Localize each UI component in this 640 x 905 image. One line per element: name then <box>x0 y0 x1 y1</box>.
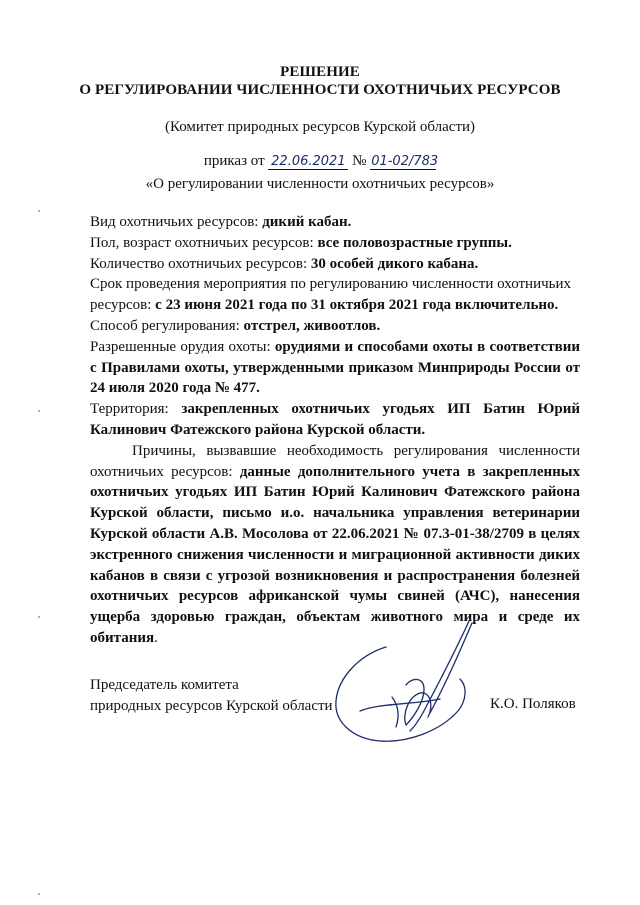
quantity-label: Количество охотничьих ресурсов: <box>90 255 311 272</box>
order-date-handwritten: 22.06.2021 <box>268 155 348 170</box>
order-line <box>0 153 640 170</box>
territory-value: закрепленных охотничьих угодьях ИП Батин Юрий Калинович Фатежского района Курской области. <box>90 401 580 438</box>
order-title: «О регулировании численности охотничьих ресурсов» <box>145 176 495 192</box>
decision-body <box>90 212 580 649</box>
sex-age-paragraph <box>90 233 580 254</box>
handwritten-signature <box>320 615 490 755</box>
document-title-line1: РЕШЕНИЕ <box>280 64 360 80</box>
sex-age-label: Пол, возраст охотничьих ресурсов: <box>90 234 318 251</box>
species-value: дикий кабан. <box>262 214 352 230</box>
tools-label: Разрешенные орудия охоты: <box>90 338 275 355</box>
method-value: отстрел, живоотлов. <box>243 317 381 334</box>
period-paragraph <box>90 274 580 316</box>
reasons-label: Причины, вызвавшие необходимость регулирования численности охотничьих ресурсов: <box>90 442 580 480</box>
reasons-end: . <box>154 629 158 646</box>
margin-mark <box>38 410 40 412</box>
order-number-prefix: № <box>348 153 371 169</box>
territory-paragraph <box>90 399 580 441</box>
signatory-position-line2: природных ресурсов Курской области <box>90 698 333 714</box>
method-label: Способ регулирования: <box>90 317 244 334</box>
period-label: Срок проведения мероприятия по регулированию численности охотничьих ресурсов: <box>90 276 572 314</box>
period-value: с 23 июня 2021 года по 31 октября 2021 года включительно. <box>155 297 559 314</box>
method-paragraph <box>90 316 580 337</box>
margin-mark <box>38 616 40 618</box>
quantity-value: 30 особей дикого кабана. <box>310 255 479 272</box>
reasons-value: данные дополнительного учета в закрепленных охотничьих угодьях ИП Батин Юрий Калинович Фатежского района Курской области, письмо и.о. начальника управления ветеринарии Курской области А.В. Мосолова от 22.06.2021 № 07.3-01-38/2709 в целях экстренного снижения численности и миграционной активности диких кабанов в связи с угрозой возникновения и распространения болезней охотничьих ресурсов африканской чумы свиней (АЧС), нанесения ущерба здоровью граждан, объектам животного мира и среде их обитания <box>90 463 580 646</box>
sex-age-value: все половозрастные группы. <box>317 234 512 251</box>
order-number-handwritten: 01-02/783 <box>371 154 439 169</box>
tools-value: орудиями и способами охоты в соответствии с Правилами охоты, утвержденными приказом Минприроды России от 24 июля 2020 года № 477. <box>90 338 581 397</box>
tools-paragraph <box>90 337 580 399</box>
signatory-name: К.О. Поляков <box>490 696 576 712</box>
issuer-line: (Комитет природных ресурсов Курской области) <box>164 119 476 135</box>
signatory-position-line1: Председатель комитета <box>90 677 239 693</box>
margin-mark <box>38 210 40 212</box>
signatory-position <box>90 675 333 717</box>
order-prefix: приказ от <box>203 153 269 169</box>
territory-label: Территория: <box>90 401 182 418</box>
species-paragraph <box>90 212 580 233</box>
document-title-line2: О РЕГУЛИРОВАНИИ ЧИСЛЕННОСТИ ОХОТНИЧЬИХ РЕСУРСОВ <box>79 82 561 98</box>
species-label: Вид охотничьих ресурсов: <box>90 214 263 230</box>
quantity-paragraph <box>90 254 580 275</box>
margin-mark <box>38 893 40 895</box>
